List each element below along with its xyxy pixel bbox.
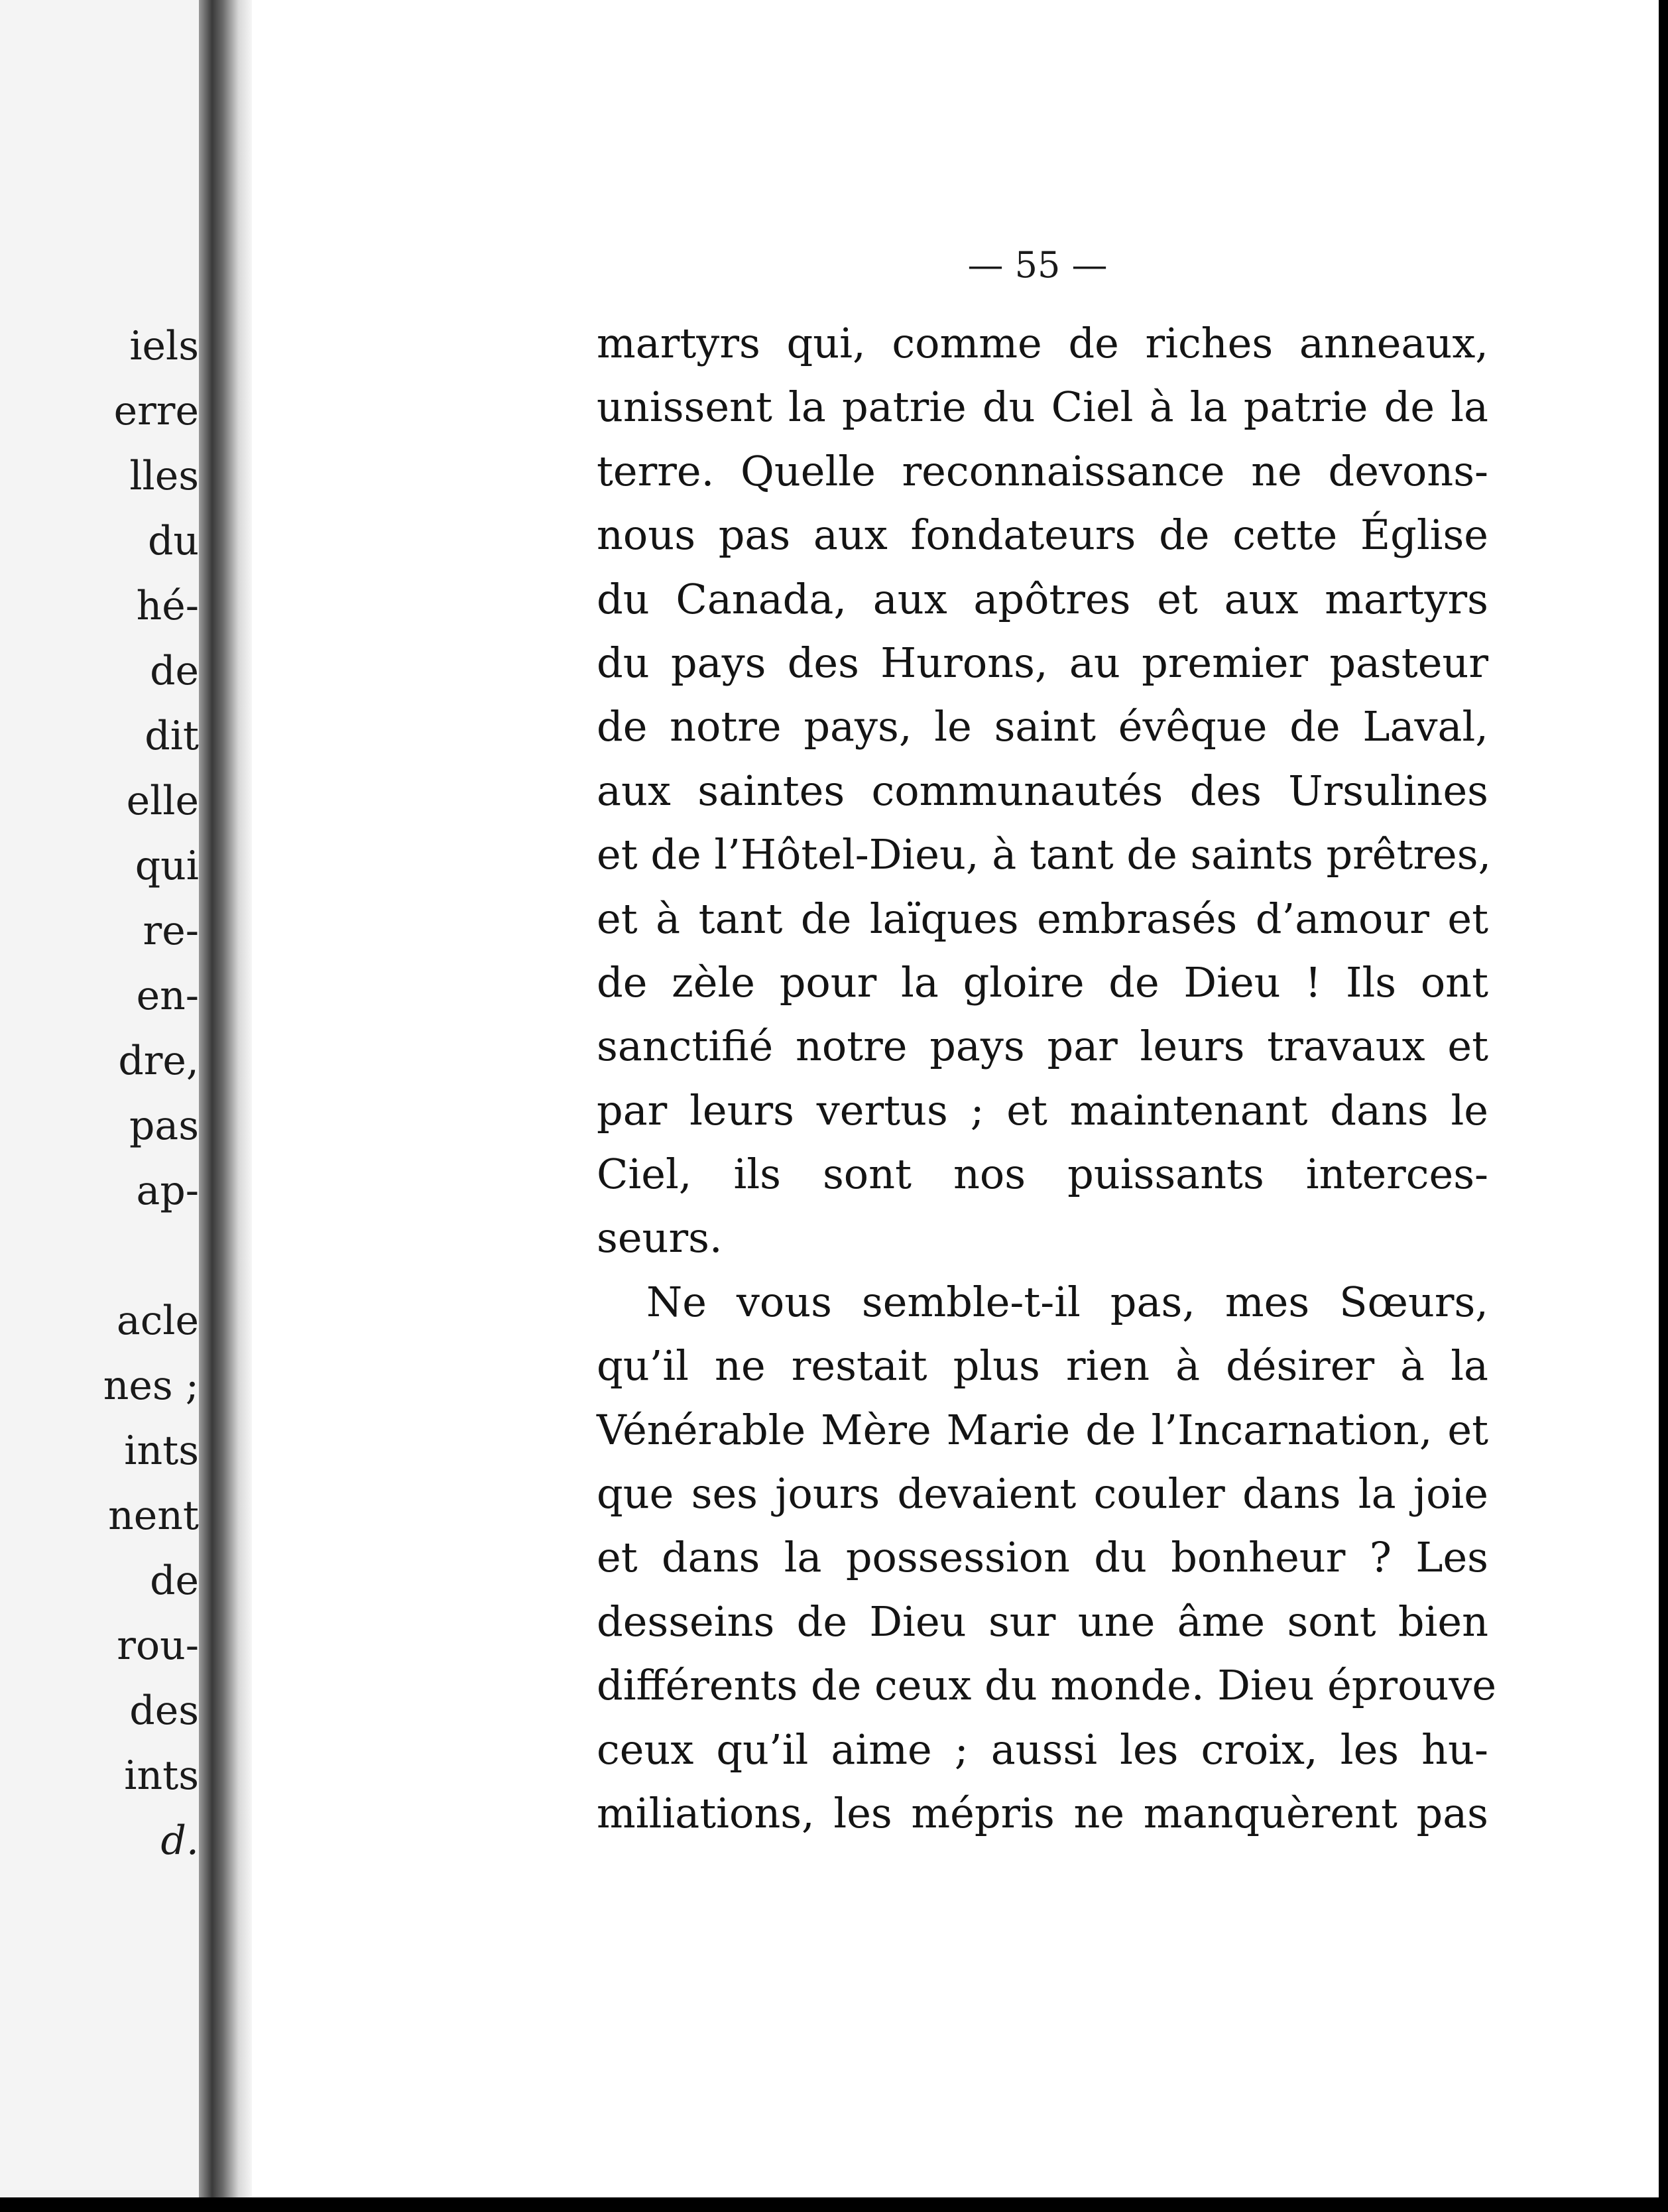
left-fragment: des [129, 1688, 199, 1734]
left-fragment: hé- [136, 583, 199, 629]
left-fragment: qui [135, 843, 199, 889]
text-line: miliations, les mépris ne manquèrent pas [597, 1788, 1488, 1837]
text-line: martyrs qui, comme de riches anneaux, [597, 319, 1488, 367]
paragraph-end-line: seurs. [597, 1213, 723, 1262]
text-line: unissent la patrie du Ciel à la patrie de la [597, 383, 1488, 432]
left-fragment: pas [129, 1103, 199, 1149]
text-line: du Canada, aux apôtres et aux martyrs [597, 574, 1488, 623]
left-fragment: acle [116, 1298, 199, 1344]
left-fragment: ints [124, 1428, 199, 1474]
left-fragment: lles [129, 453, 199, 499]
left-fragment: en- [136, 973, 199, 1019]
left-fragment: iels [129, 323, 199, 369]
text-line: desseins de Dieu sur une âme sont bien [597, 1597, 1488, 1646]
text-line: nous pas aux fondateurs de cette Église [597, 511, 1488, 560]
left-fragment: elle [126, 778, 199, 824]
right-page [252, 0, 1659, 2197]
left-fragment: du [147, 518, 199, 564]
left-fragment: rou- [117, 1623, 199, 1669]
left-fragment: ap- [136, 1168, 199, 1214]
text-line: Ciel, ils sont nos puissants interces- [597, 1150, 1488, 1199]
text-line: et de l’Hôtel-Dieu, à tant de saints prêtres, [597, 830, 1492, 879]
text-line: ceux qu’il aime ; aussi les croix, les hu- [597, 1725, 1488, 1774]
book-binding-gutter [199, 0, 252, 2199]
left-facing-page [0, 0, 199, 2199]
left-fragment: de [150, 648, 199, 694]
left-fragment: nent [108, 1493, 199, 1539]
paragraph-start-line: Ne vous semble-t-il pas, mes Sœurs, [646, 1277, 1488, 1326]
text-line: Vénérable Mère Marie de l’Incarnation, et [597, 1405, 1488, 1454]
scan-border-bottom [0, 2197, 1668, 2212]
text-line: par leurs vertus ; et maintenant dans le [597, 1085, 1488, 1135]
left-fragment: erre [113, 388, 199, 434]
text-line: et à tant de laïques embrasés d’amour et [597, 894, 1488, 943]
text-line: différents de ceux du monde. Dieu éprouve [597, 1661, 1497, 1710]
text-line: qu’il ne restait plus rien à désirer à la [597, 1341, 1488, 1390]
text-line: que ses jours devaient couler dans la joie [597, 1469, 1488, 1518]
text-line: sanctifié notre pays par leurs travaux et [597, 1022, 1488, 1071]
left-fragment: ints [124, 1752, 199, 1799]
left-fragment: nes ; [103, 1363, 199, 1409]
text-line: de zèle pour la gloire de Dieu ! Ils ont [597, 957, 1488, 1007]
text-line: et dans la possession du bonheur ? Les [597, 1533, 1488, 1582]
body-text [597, 312, 1497, 1845]
text-line: du pays des Hurons, au premier pasteur [597, 638, 1488, 687]
left-fragment: dre, [118, 1038, 199, 1084]
left-fragment: dit [145, 713, 199, 759]
scan-border-right [1659, 0, 1668, 2212]
text-line: aux saintes communautés des Ursulines [597, 766, 1488, 815]
left-fragment: d. [160, 1817, 199, 1864]
text-line: terre. Quelle reconnaissance ne devons- [597, 446, 1488, 495]
left-fragment: de [150, 1558, 199, 1604]
left-fragment: re- [143, 908, 199, 954]
text-line: de notre pays, le saint évêque de Laval, [597, 702, 1488, 751]
page-number: — 55 — [967, 244, 1108, 286]
